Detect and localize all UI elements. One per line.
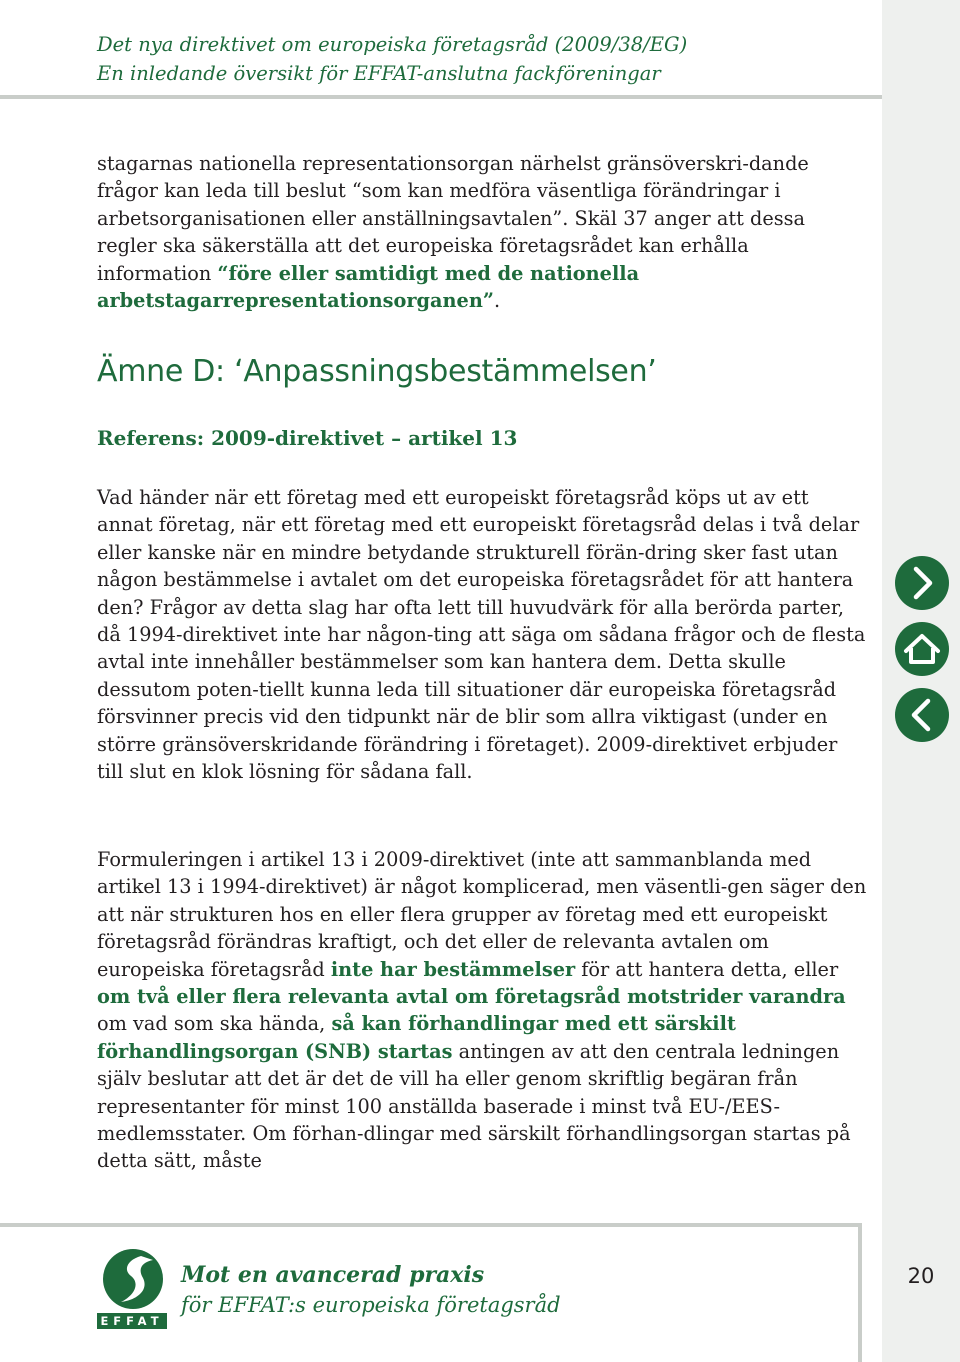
para3-emphasis-2: om två eller flera relevanta avtal om företagsråd motstrider varandra: [97, 985, 846, 1009]
header-line-1: Det nya direktivet om europeiska företagsråd (2009/38/EG): [97, 33, 688, 56]
intro-text-2: .: [493, 289, 501, 313]
logo-wordmark: EFFAT: [97, 1313, 167, 1329]
previous-page-button[interactable]: [895, 688, 949, 742]
chevron-left-icon: [895, 688, 949, 742]
footer-subtitle: för EFFAT:s europeiska företagsråd: [181, 1293, 561, 1317]
body-paragraph-3: [97, 846, 867, 1175]
chevron-right-icon: [895, 556, 949, 610]
para3-text-4: antingen av att den centrala ledningen själv beslutar att det är det de vill ha eller genom skriftlig begäran från representanter för minst 100 anställda baserade i minst två EU-/EES-medlemsstater. Om förhan-dlingar med särskilt förhandlingsorgan startas på detta sätt, måste: [97, 1039, 851, 1173]
next-page-button[interactable]: [895, 556, 949, 610]
right-sidebar: [882, 0, 960, 1362]
para3-emphasis-1: inte har bestämmelser: [330, 957, 576, 981]
intro-text-1: stagarnas nationella representationsorgan närhelst gränsöverskri-dande frågor kan leda till beslut “som kan medföra väsentliga förändringar i arbetsorganisationen eller anställningsavtalen”. Skäl 37 anger att dessa regler ska säkerställa att det europeiska företagsrådet kan erhålla information: [97, 152, 809, 285]
section-heading: Ämne D: ‘Anpassningsbestämmelsen’: [97, 354, 657, 389]
home-button[interactable]: [895, 622, 949, 676]
body-paragraph-2: Vad händer när ett företag med ett europeiskt företagsråd köps ut av ett annat företag, när ett företag med ett europeiskt företagsråd delas i två delar eller kanske när en mindre betydande strukturell förän-dring sker fast utan någon bestämmelse i avtalet om det europeiska företagsrådet för att hantera den? Frågor av detta slag har ofta lett till huvudvärk för alla berörda parter, då 1994-direktivet inte har någon-ting att säga om sådana frågor och de flesta avtal inte innehåller bestämmelser som kan hantera dem. Detta skulle dessutom poten-tiellt kunna leda till situationer där europeiska företagsråd försvinner precis vid den tidpunkt när de blir som allra viktigast (under en större gränsöverskridande förändring i företaget). 2009-direktivet erbjuder till slut en klok lösning för sådana fall.: [97, 486, 866, 784]
intro-emphasis: “före eller samtidigt med de nationella arbetstagarrepresentationsorganen”: [97, 261, 640, 313]
footer-divider-vertical: [858, 1223, 862, 1362]
page-number: 20: [907, 1264, 935, 1288]
intro-paragraph: [97, 150, 867, 314]
para3-emphasis-3: så kan förhandlingar med ett särskilt förhandlingsorgan (SNB) startas: [97, 1012, 736, 1063]
para3-text-1: Formuleringen i artikel 13 i 2009-direktivet (inte att sammanblanda med artikel 13 i 1994-direktivet) är något komplicerad, men väsentli-gen säger den att när strukturen hos en eller flera grupper av företag med ett europeiskt företagsråd förändras kraftigt, och det eller de relevanta avtalen om europeiska företagsråd: [97, 848, 867, 981]
para3-text-2: för att hantera detta, eller: [575, 957, 839, 981]
para3-text-3: om vad som ska hända,: [97, 1012, 332, 1036]
running-header: [97, 30, 687, 88]
home-icon: [895, 622, 949, 676]
footer-title: Mot en avancerad praxis: [181, 1262, 485, 1288]
header-line-2: En inledande översikt för EFFAT-anslutna fackföreningar: [97, 62, 661, 85]
section-reference: Referens: 2009-direktivet – artikel 13: [97, 426, 518, 450]
footer-divider: [0, 1223, 862, 1227]
header-divider: [0, 95, 882, 99]
